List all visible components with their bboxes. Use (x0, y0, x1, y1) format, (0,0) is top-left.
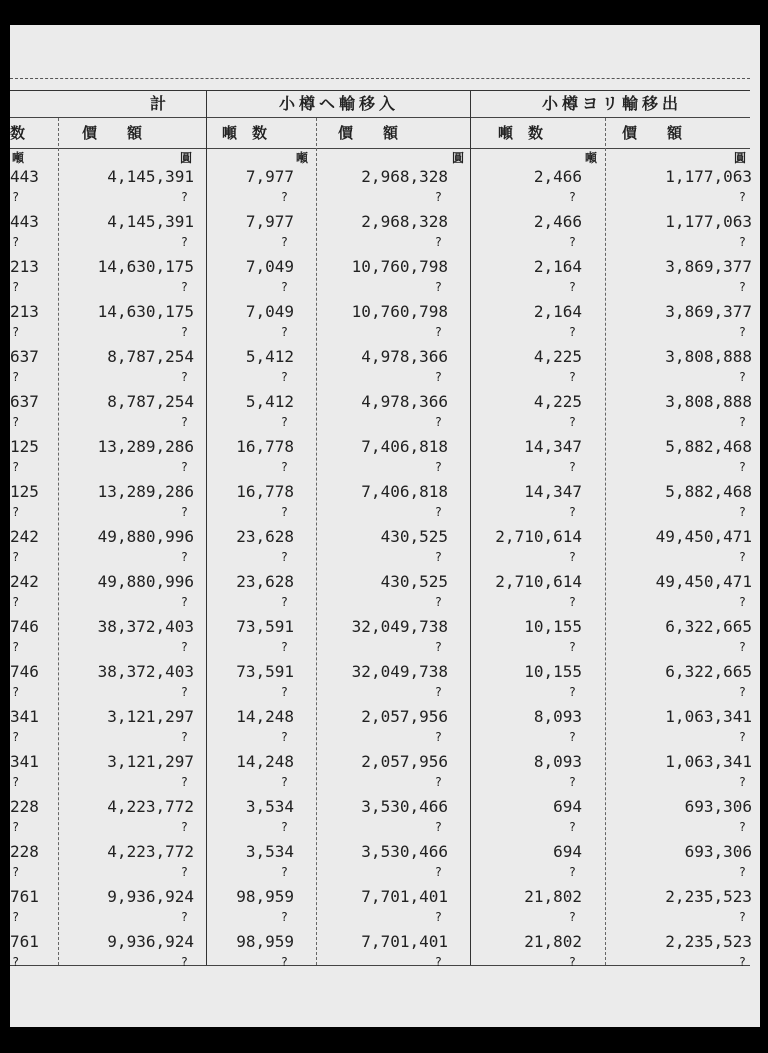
unknown-mark: ? (180, 595, 188, 609)
table-cell-in-val: 2,057,956 (361, 752, 448, 771)
unknown-mark: ? (568, 235, 576, 249)
table-cell-out-val: 49,450,471 (655, 572, 752, 591)
unknown-mark: ? (280, 460, 288, 474)
table-cell-out-qty: 2,164 (533, 257, 582, 276)
unknown-mark: ? (180, 775, 188, 789)
table-cell-in-val: 10,760,798 (351, 257, 448, 276)
unknown-mark: ? (180, 865, 188, 879)
table-cell-total: 38,372,403 (97, 662, 194, 681)
table-cell-out-val: 3,808,888 (665, 392, 752, 411)
unknown-mark: ? (434, 775, 442, 789)
header-bottom-rule (10, 148, 750, 149)
table-cell-out-val: 693,306 (684, 842, 752, 861)
table-cell-out-qty: 4,225 (533, 392, 582, 411)
sub-header-qty: 噸 数 (498, 124, 544, 142)
table-cell-out-val: 6,322,665 (665, 662, 752, 681)
table-cell-total: 8,787,254 (107, 392, 194, 411)
unknown-mark: ? (568, 910, 576, 924)
unknown-mark: ? (280, 325, 288, 339)
table-cell-in-qty: 14,248 (236, 752, 294, 771)
unknown-mark: ? (280, 595, 288, 609)
table-cell-in-val: 7,701,401 (361, 887, 448, 906)
unknown-mark: ? (738, 955, 746, 969)
table-cell-in-qty: 7,977 (245, 212, 294, 231)
unknown-mark: ? (568, 460, 576, 474)
unknown-mark: ? (738, 460, 746, 474)
table-cell-total: 4,145,391 (107, 167, 194, 186)
unknown-mark: ? (180, 460, 188, 474)
table-cell-out-qty: 21,802 (524, 932, 582, 951)
unknown-mark: ? (12, 550, 20, 564)
unknown-mark: ? (568, 280, 576, 294)
unknown-mark: ? (280, 820, 288, 834)
unknown-mark: ? (568, 370, 576, 384)
sub-header-value: 價 額 (622, 124, 683, 142)
unknown-mark: ? (180, 955, 188, 969)
table-cell-out-qty: 2,466 (533, 167, 582, 186)
table-cell-q: 443 (10, 167, 39, 186)
unknown-mark: ? (280, 505, 288, 519)
unknown-mark: ? (180, 505, 188, 519)
unit-ton: 噸 (296, 151, 309, 165)
sub-header-qty: 噸 数 (222, 124, 268, 142)
unknown-mark: ? (280, 910, 288, 924)
unknown-mark: ? (180, 415, 188, 429)
unknown-mark: ? (434, 640, 442, 654)
unknown-mark: ? (568, 955, 576, 969)
table-cell-in-val: 2,968,328 (361, 167, 448, 186)
table-cell-in-qty: 5,412 (245, 347, 294, 366)
unknown-mark: ? (280, 415, 288, 429)
table-cell-out-val: 693,306 (684, 797, 752, 816)
unknown-mark: ? (180, 730, 188, 744)
group-header-import: 小樽ヘ輸移入 (278, 94, 399, 113)
unknown-mark: ? (738, 910, 746, 924)
table-cell-in-qty: 98,959 (236, 887, 294, 906)
unknown-mark: ? (280, 640, 288, 654)
table-cell-out-qty: 10,155 (524, 662, 582, 681)
unknown-mark: ? (180, 190, 188, 204)
unknown-mark: ? (434, 595, 442, 609)
table-cell-in-val: 10,760,798 (351, 302, 448, 321)
table-cell-out-qty: 10,155 (524, 617, 582, 636)
unknown-mark: ? (738, 595, 746, 609)
table-cell-q: 228 (10, 797, 39, 816)
table-cell-out-val: 1,063,341 (665, 752, 752, 771)
table-cell-in-qty: 5,412 (245, 392, 294, 411)
table-cell-out-qty: 8,093 (533, 752, 582, 771)
table-cell-out-val: 49,450,471 (655, 527, 752, 546)
table-cell-in-qty: 73,591 (236, 662, 294, 681)
unknown-mark: ? (434, 730, 442, 744)
table-cell-out-qty: 694 (553, 797, 582, 816)
table-cell-in-val: 3,530,466 (361, 842, 448, 861)
table-cell-in-val: 4,978,366 (361, 392, 448, 411)
unknown-mark: ? (12, 640, 20, 654)
unit-ton: 噸 (12, 151, 25, 165)
unit-yen: 圓 (734, 151, 747, 165)
table-cell-q: 637 (10, 392, 39, 411)
table-cell-in-qty: 7,977 (245, 167, 294, 186)
sub-header-qty: 数 (10, 124, 26, 142)
unknown-mark: ? (280, 280, 288, 294)
table-cell-total: 14,630,175 (97, 257, 194, 276)
unknown-mark: ? (12, 370, 20, 384)
unknown-mark: ? (434, 280, 442, 294)
unknown-mark: ? (12, 325, 20, 339)
unknown-mark: ? (12, 820, 20, 834)
table-cell-q: 443 (10, 212, 39, 231)
table-cell-total: 3,121,297 (107, 752, 194, 771)
table-cell-out-qty: 4,225 (533, 347, 582, 366)
unknown-mark: ? (180, 910, 188, 924)
unknown-mark: ? (12, 415, 20, 429)
unknown-mark: ? (12, 595, 20, 609)
unknown-mark: ? (180, 235, 188, 249)
col-divider (605, 118, 606, 965)
table-cell-total: 13,289,286 (97, 437, 194, 456)
table-cell-out-val: 2,235,523 (665, 887, 752, 906)
table-cell-q: 213 (10, 257, 39, 276)
table-cell-total: 49,880,996 (97, 572, 194, 591)
unknown-mark: ? (568, 505, 576, 519)
table-cell-q: 125 (10, 482, 39, 501)
top-dashed-rule (10, 78, 750, 79)
table-cell-out-val: 1,063,341 (665, 707, 752, 726)
table-cell-out-qty: 2,710,614 (495, 527, 582, 546)
table-cell-out-val: 5,882,468 (665, 437, 752, 456)
table-cell-q: 242 (10, 572, 39, 591)
group-divider (470, 91, 471, 965)
table-cell-in-val: 430,525 (380, 527, 448, 546)
unknown-mark: ? (12, 775, 20, 789)
unknown-mark: ? (434, 235, 442, 249)
table-cell-q: 746 (10, 617, 39, 636)
unit-yen: 圓 (452, 151, 465, 165)
unknown-mark: ? (280, 235, 288, 249)
unknown-mark: ? (280, 955, 288, 969)
table-cell-in-val: 2,968,328 (361, 212, 448, 231)
table-cell-q: 125 (10, 437, 39, 456)
col-divider (316, 118, 317, 965)
unknown-mark: ? (12, 505, 20, 519)
table-cell-out-val: 6,322,665 (665, 617, 752, 636)
unknown-mark: ? (280, 865, 288, 879)
table-cell-in-val: 2,057,956 (361, 707, 448, 726)
table-cell-out-val: 5,882,468 (665, 482, 752, 501)
table-cell-total: 8,787,254 (107, 347, 194, 366)
table-cell-in-qty: 98,959 (236, 932, 294, 951)
group-header-total: 計 (149, 94, 170, 113)
table-cell-total: 14,630,175 (97, 302, 194, 321)
table-cell-out-qty: 694 (553, 842, 582, 861)
unknown-mark: ? (12, 865, 20, 879)
unknown-mark: ? (738, 685, 746, 699)
sub-header-value: 價 額 (82, 124, 143, 142)
table-cell-in-qty: 7,049 (245, 257, 294, 276)
table-cell-in-qty: 3,534 (245, 797, 294, 816)
unknown-mark: ? (568, 865, 576, 879)
table-cell-q: 341 (10, 752, 39, 771)
table-cell-out-qty: 14,347 (524, 437, 582, 456)
unit-ton: 噸 (585, 151, 598, 165)
unknown-mark: ? (180, 820, 188, 834)
table-cell-total: 49,880,996 (97, 527, 194, 546)
unknown-mark: ? (738, 505, 746, 519)
table-cell-in-qty: 7,049 (245, 302, 294, 321)
unknown-mark: ? (434, 460, 442, 474)
unknown-mark: ? (280, 685, 288, 699)
table-cell-in-val: 3,530,466 (361, 797, 448, 816)
unknown-mark: ? (434, 820, 442, 834)
scanned-page (10, 25, 760, 1027)
unknown-mark: ? (434, 865, 442, 879)
unknown-mark: ? (12, 280, 20, 294)
table-bottom-rule (10, 965, 750, 966)
unknown-mark: ? (568, 685, 576, 699)
table-cell-out-val: 1,177,063 (665, 167, 752, 186)
unknown-mark: ? (280, 775, 288, 789)
unknown-mark: ? (434, 415, 442, 429)
table-cell-in-val: 32,049,738 (351, 662, 448, 681)
unknown-mark: ? (568, 415, 576, 429)
unknown-mark: ? (568, 775, 576, 789)
unknown-mark: ? (738, 730, 746, 744)
unknown-mark: ? (434, 325, 442, 339)
unknown-mark: ? (280, 190, 288, 204)
unknown-mark: ? (568, 325, 576, 339)
unknown-mark: ? (434, 685, 442, 699)
table-cell-in-qty: 14,248 (236, 707, 294, 726)
unknown-mark: ? (568, 730, 576, 744)
group-divider (206, 91, 207, 965)
table-cell-q: 341 (10, 707, 39, 726)
table-cell-total: 4,223,772 (107, 797, 194, 816)
unknown-mark: ? (12, 685, 20, 699)
table-cell-out-qty: 14,347 (524, 482, 582, 501)
unknown-mark: ? (738, 235, 746, 249)
table-cell-total: 9,936,924 (107, 932, 194, 951)
table-cell-total: 13,289,286 (97, 482, 194, 501)
table-cell-total: 4,223,772 (107, 842, 194, 861)
unknown-mark: ? (12, 190, 20, 204)
unknown-mark: ? (738, 820, 746, 834)
unit-yen: 圓 (180, 151, 193, 165)
table-cell-out-qty: 21,802 (524, 887, 582, 906)
unknown-mark: ? (434, 550, 442, 564)
unknown-mark: ? (12, 235, 20, 249)
unknown-mark: ? (568, 595, 576, 609)
table-cell-q: 213 (10, 302, 39, 321)
unknown-mark: ? (180, 325, 188, 339)
unknown-mark: ? (12, 955, 20, 969)
table-cell-out-val: 1,177,063 (665, 212, 752, 231)
table-cell-out-qty: 2,466 (533, 212, 582, 231)
unknown-mark: ? (738, 865, 746, 879)
unknown-mark: ? (568, 640, 576, 654)
unknown-mark: ? (434, 190, 442, 204)
unknown-mark: ? (280, 370, 288, 384)
table-cell-out-val: 3,869,377 (665, 257, 752, 276)
table-cell-out-val: 3,808,888 (665, 347, 752, 366)
unknown-mark: ? (180, 685, 188, 699)
table-cell-out-qty: 2,164 (533, 302, 582, 321)
unknown-mark: ? (180, 550, 188, 564)
unknown-mark: ? (738, 325, 746, 339)
table-cell-in-val: 7,701,401 (361, 932, 448, 951)
table-cell-out-val: 3,869,377 (665, 302, 752, 321)
table-cell-q: 761 (10, 932, 39, 951)
unknown-mark: ? (738, 190, 746, 204)
table-cell-q: 228 (10, 842, 39, 861)
unknown-mark: ? (12, 910, 20, 924)
table-cell-in-qty: 23,628 (236, 527, 294, 546)
table-cell-in-val: 4,978,366 (361, 347, 448, 366)
unknown-mark: ? (738, 640, 746, 654)
table-cell-out-val: 2,235,523 (665, 932, 752, 951)
unknown-mark: ? (738, 415, 746, 429)
table-cell-total: 3,121,297 (107, 707, 194, 726)
col-divider (58, 118, 59, 965)
unknown-mark: ? (12, 730, 20, 744)
unknown-mark: ? (180, 280, 188, 294)
table-cell-in-qty: 16,778 (236, 482, 294, 501)
table-cell-total: 38,372,403 (97, 617, 194, 636)
unknown-mark: ? (738, 550, 746, 564)
unknown-mark: ? (434, 370, 442, 384)
unknown-mark: ? (434, 910, 442, 924)
unknown-mark: ? (434, 955, 442, 969)
unknown-mark: ? (738, 280, 746, 294)
unknown-mark: ? (568, 820, 576, 834)
table-cell-total: 9,936,924 (107, 887, 194, 906)
table-cell-in-val: 7,406,818 (361, 482, 448, 501)
table-cell-in-qty: 16,778 (236, 437, 294, 456)
table-cell-q: 637 (10, 347, 39, 366)
unknown-mark: ? (568, 190, 576, 204)
table-cell-q: 746 (10, 662, 39, 681)
unknown-mark: ? (12, 460, 20, 474)
table-cell-out-qty: 8,093 (533, 707, 582, 726)
table-cell-q: 761 (10, 887, 39, 906)
table-cell-in-val: 430,525 (380, 572, 448, 591)
table-cell-in-val: 7,406,818 (361, 437, 448, 456)
table-cell-total: 4,145,391 (107, 212, 194, 231)
table-cell-in-qty: 3,534 (245, 842, 294, 861)
unknown-mark: ? (180, 370, 188, 384)
unknown-mark: ? (280, 730, 288, 744)
unknown-mark: ? (434, 505, 442, 519)
unknown-mark: ? (180, 640, 188, 654)
sub-header-value: 價 額 (338, 124, 399, 142)
table-cell-q: 242 (10, 527, 39, 546)
table-cell-in-val: 32,049,738 (351, 617, 448, 636)
group-header-export: 小樽ヨリ輸移出 (541, 94, 682, 113)
unknown-mark: ? (568, 550, 576, 564)
unknown-mark: ? (738, 370, 746, 384)
table-cell-in-qty: 73,591 (236, 617, 294, 636)
table-cell-in-qty: 23,628 (236, 572, 294, 591)
unknown-mark: ? (280, 550, 288, 564)
unknown-mark: ? (738, 775, 746, 789)
table-cell-out-qty: 2,710,614 (495, 572, 582, 591)
